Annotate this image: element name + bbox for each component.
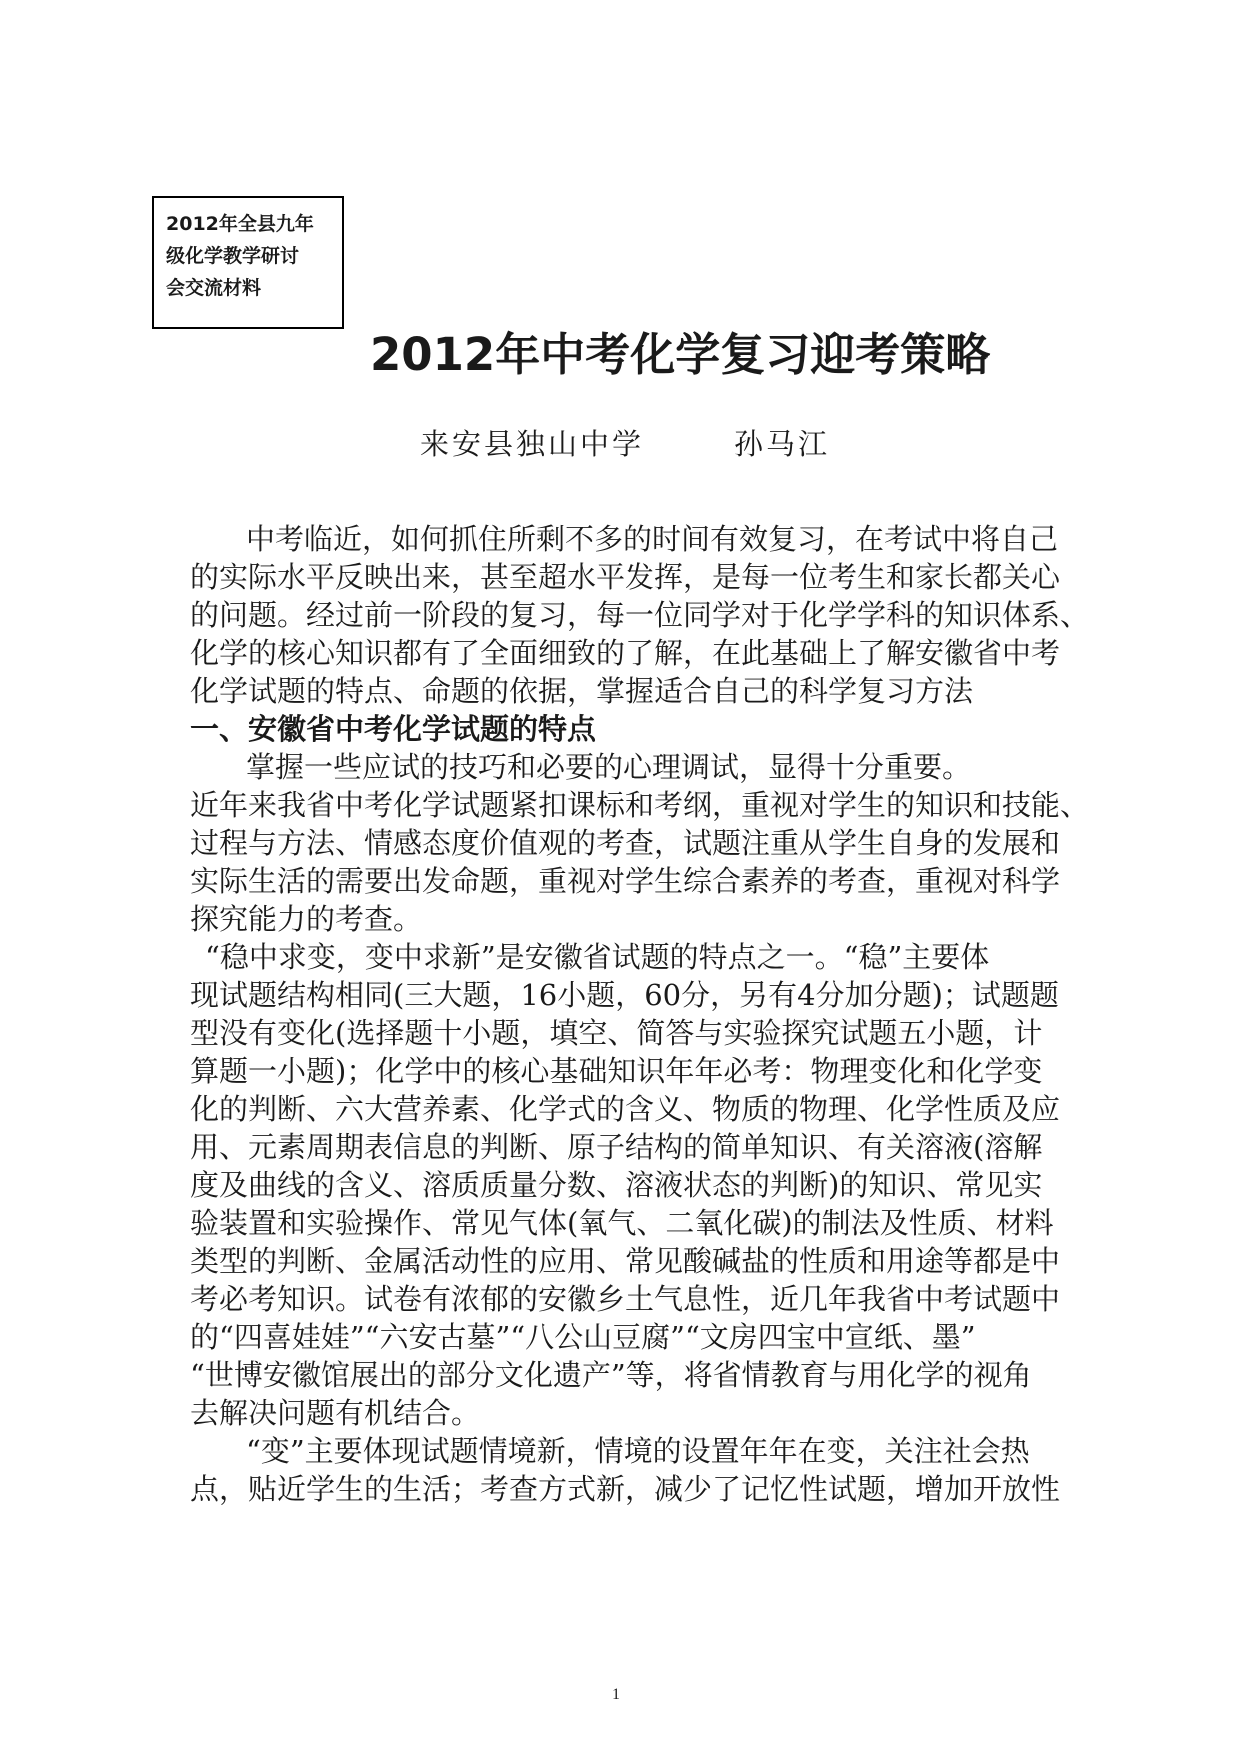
body-line: 的实际水平反映出来，甚至超水平发挥，是每一位考生和家长都关心 (190, 560, 1061, 594)
byline-author: 孙马江 (734, 427, 831, 461)
body-line: 现试题结构相同(三大题，16小题，60分，另有4分加分题)；试题题 (190, 978, 1059, 1012)
body-line: 化学试题的特点、命题的依据，掌握适合自己的科学复习方法 (190, 674, 974, 708)
body-line: 探究能力的考查。 (190, 902, 423, 936)
body-line: 近年来我省中考化学试题紧扣课标和考纲，重视对学生的知识和技能、 (190, 788, 1090, 822)
boxed-note-line: 会交流材料 (166, 277, 262, 299)
body-line: 类型的判断、金属活动性的应用、常见酸碱盐的性质和用途等都是中 (190, 1244, 1061, 1278)
page-number: 1 (612, 1686, 620, 1703)
byline-school: 来安县独山中学 (420, 427, 645, 461)
body-line: “稳中求变，变中求新”是安徽省试题的特点之一。“稳”主要体 (205, 940, 990, 974)
body-line: 化的判断、六大营养素、化学式的含义、物质的物理、化学性质及应 (190, 1092, 1061, 1126)
body-line: 度及曲线的含义、溶质质量分数、溶液状态的判断)的知识、常见实 (190, 1168, 1043, 1202)
boxed-note (152, 196, 344, 329)
body-line: 验装置和实验操作、常见气体(氧气、二氧化碳)的制法及性质、材料 (190, 1206, 1054, 1240)
body-line: 掌握一些应试的技巧和必要的心理调试，显得十分重要。 (246, 750, 972, 784)
body-line: “世博安徽馆展出的部分文化遗产”等，将省情教育与用化学的视角 (190, 1358, 1032, 1392)
body-line: 的“四喜娃娃”“六安古墓”“八公山豆腐”“文房四宝中宣纸、墨” (190, 1320, 976, 1354)
body-line: 过程与方法、情感态度价值观的考查，试题注重从学生自身的发展和 (190, 826, 1061, 860)
body-line: 化学的核心知识都有了全面细致的了解，在此基础上了解安徽省中考 (190, 636, 1061, 670)
body-line: 考必考知识。试卷有浓郁的安徽乡土气息性，近几年我省中考试题中 (190, 1282, 1061, 1316)
body-line: 用、元素周期表信息的判断、原子结构的简单知识、有关溶液(溶解 (190, 1130, 1043, 1164)
body-line: “变”主要体现试题情境新，情境的设置年年在变，关注社会热 (246, 1434, 1030, 1468)
boxed-note-line: 级化学教学研讨 (166, 245, 300, 267)
section-heading: 一、安徽省中考化学试题的特点 (190, 712, 597, 746)
body-line: 实际生活的需要出发命题，重视对学生综合素养的考查，重视对科学 (190, 864, 1061, 898)
body-line: 的问题。经过前一阶段的复习，每一位同学对于化学学科的知识体系、 (190, 598, 1090, 632)
body-line: 点，贴近学生的生活；考查方式新，减少了记忆性试题，增加开放性 (190, 1472, 1061, 1506)
body-line: 算题一小题)；化学中的核心基础知识年年必考：物理变化和化学变 (190, 1054, 1043, 1088)
body-line: 中考临近，如何抓住所剩不多的时间有效复习，在考试中将自己 (246, 522, 1059, 556)
body-line: 去解决问题有机结合。 (190, 1396, 481, 1430)
body-line: 型没有变化(选择题十小题，填空、简答与实验探究试题五小题，计 (190, 1016, 1043, 1050)
boxed-note-line: 2012年全县九年 (166, 213, 314, 235)
document-title: 2012年中考化学复习迎考策略 (370, 328, 991, 381)
